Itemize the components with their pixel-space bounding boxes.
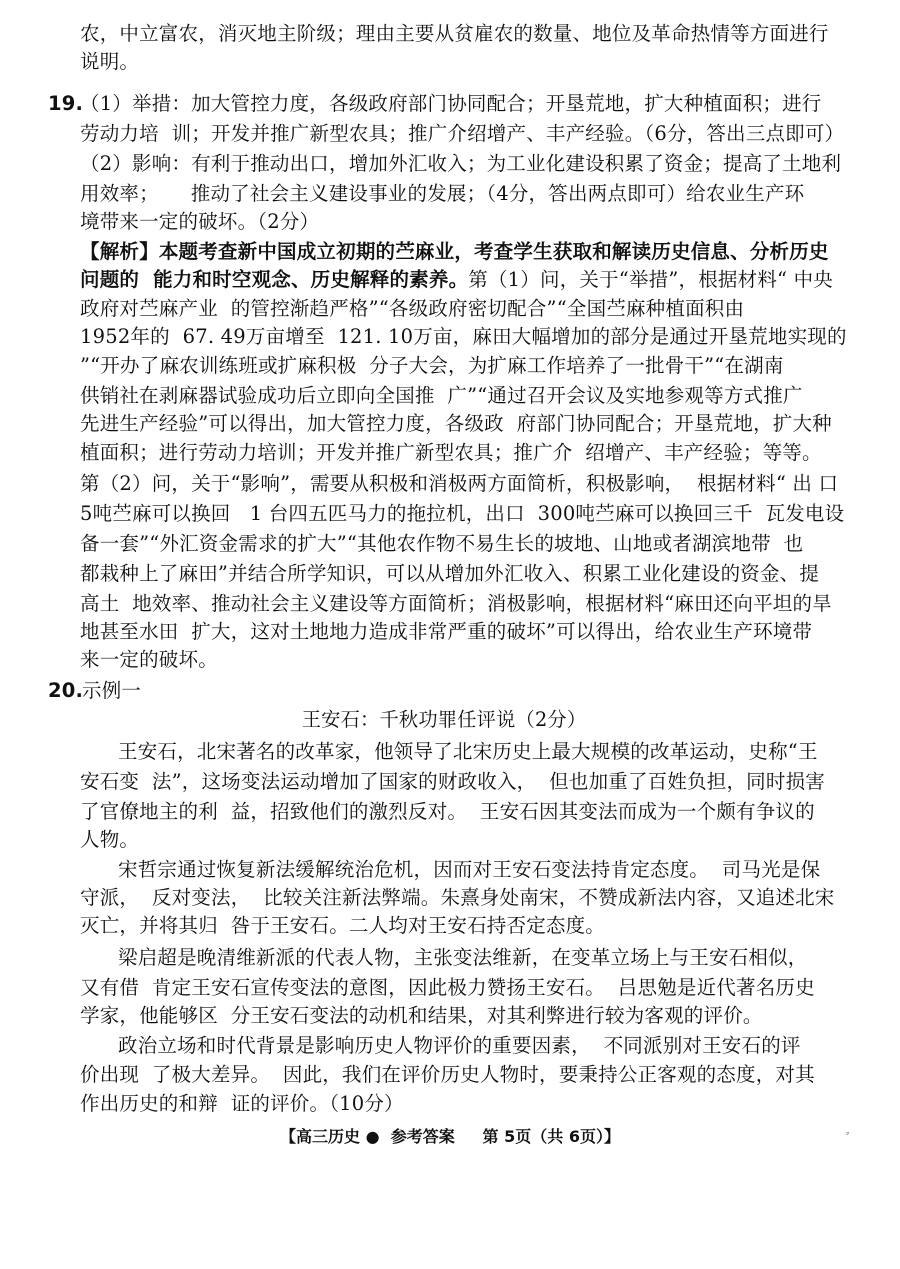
scan-mark: ⸗ <box>846 1128 850 1139</box>
analysis-line: 供销社在剥麻器试验成功后立即向全国推 广”“通过召开会议及实地参观等方式推广 <box>80 384 803 407</box>
essay-line: 人物。 <box>80 828 140 851</box>
analysis-line: 先进生产经验”可以得出，加大管控力度，各级政 府部门协同配合；开垦荒地，扩大种 <box>80 412 832 435</box>
page-footer: 【高三历史 ● 参考答案 第 5页（共 6页）】 <box>280 1127 620 1146</box>
example-label: 示例一 <box>82 679 142 702</box>
question-number: 20. <box>48 679 84 702</box>
analysis-line: 植面积；进行劳动力培训；开发并推广新型农具；推广介 绍增产、丰产经验；等等。 <box>80 441 822 464</box>
analysis-line: ”“开办了麻农训练班或扩麻积极 分子大会，为扩麻工作培养了一批骨干”“在湖南 <box>80 354 784 377</box>
analysis-text: 第（1）问，关于“举措”，根据材料“ 中央 <box>468 268 833 291</box>
essay-line: 灭亡，并将其归 咎于王安石。二人均对王安石持否定态度。 <box>80 914 605 937</box>
text-line: 说明。 <box>80 50 140 73</box>
essay-line: 价出现 了极大差异。 因此，我们在评价历史人物时，要秉持公正客观的态度，对其 <box>80 1063 815 1086</box>
analysis-line: 1952年的 67. 49万亩增至 121. 10万亩，麻田大幅增加的部分是通过开垦荒地实现的 <box>80 325 847 348</box>
essay-line: 学家，他能够区 分王安石变法的动机和结果，对其利弊进行较为客观的评价。 <box>80 1004 763 1027</box>
essay-line: 政治立场和时代背景是影响历史人物评价的重要因素， 不同派别对王安石的评 <box>118 1034 801 1057</box>
analysis-line: 高土 地效率、推动社会主义建设等方面简析；消极影响，根据材料“麻田还向平坦的旱 <box>80 592 832 615</box>
text-line: （2）影响：有利于推动出口，增加外汇收入；为工业化建设积累了资金；提高了土地利 <box>80 152 842 175</box>
text-line: 境带来一定的破坏。（2分） <box>80 210 320 233</box>
essay-title: 王安石：千秋功罪任评说（2分） <box>301 708 587 731</box>
essay-line: 宋哲宗通过恢复新法缓解统治危机，因而对王安石变法持肯定态度。 司马光是保 <box>118 858 821 881</box>
essay-line: 了官僚地主的利 益，招致他们的激烈反对。 王安石因其变法而成为一个颇有争议的 <box>80 800 815 823</box>
analysis-label: 【解析】 <box>80 240 159 263</box>
essay-line: 王安石，北宋著名的改革家，他领导了北宋历史上最大规模的改革运动，史称“王 <box>118 740 818 763</box>
text-line: 用效率； 推动了社会主义建设事业的发展；（4分，答出两点即可）给农业生产环 <box>80 182 805 205</box>
analysis-line: 都栽种上了麻田”并结合所学知识，可以从增加外汇收入、积累工业化建设的资金、提 <box>80 562 820 585</box>
text-line: 农，中立富农，消灭地主阶级；理由主要从贫雇农的数量、地位及革命热情等方面进行 <box>80 22 829 45</box>
essay-line: 安石变 法”，这场变法运动增加了国家的财政收入， 但也加重了百姓负担，同时损害 <box>80 770 825 793</box>
analysis-bold-text: 问题的 能力和时空观念、历史解释的素养。 <box>80 268 469 291</box>
essay-line: 守派， 反对变法， 比较关注新法弊端。朱熹身处南宋，不赞成新法内容，又追述北宋 <box>80 886 835 909</box>
question-number: 19. <box>48 92 84 115</box>
analysis-second-line <box>80 266 833 294</box>
essay-line: 梁启超是晚清维新派的代表人物，主张变法维新，在变革立场上与王安石相似， <box>118 946 808 969</box>
text-line: 劳动力培 训；开发并推广新型农具；推广介绍增产、丰产经验。（6分，答出三点即可） <box>80 122 845 145</box>
analysis-line: 来一定的破坏。 <box>80 648 218 671</box>
analysis-line: 备一套”“外汇资金需求的扩大”“其他农作物不易生长的坡地、山地或者湖滨地带 也 <box>80 532 804 555</box>
analysis-line: 地甚至水田 扩大，这对土地地力造成非常严重的破坏”可以得出，给农业生产环境带 <box>80 620 813 643</box>
text-line: （1）举措：加大管控力度，各级政府部门协同配合；开垦荒地，扩大种植面积；进行 <box>80 92 822 115</box>
analysis-line: 政府对苎麻产业 的管控渐趋严格”“各级政府密切配合”“全国苎麻种植面积由 <box>80 297 745 320</box>
analysis-first-line <box>80 238 829 266</box>
analysis-line: 第（2）问，关于“影响”，需要从积极和消极两方面简析，积极影响， 根据材料“ 出 口 <box>80 472 839 495</box>
essay-line: 作出历史的和辩 证的评价。（10分） <box>80 1092 404 1115</box>
analysis-line: 5吨苎麻可以换回 1 台四五匹马力的拖拉机，出口 300吨苎麻可以换回三千 瓦发电设 <box>80 502 845 525</box>
essay-line: 又有借 肯定王安石宣传变法的意图，因此极力赞扬王安石。 吕思勉是近代著名历史 <box>80 976 815 999</box>
analysis-bold-text: 本题考查新中国成立初期的苎麻业，考查学生获取和解读历史信息、分析历史 <box>158 240 829 263</box>
